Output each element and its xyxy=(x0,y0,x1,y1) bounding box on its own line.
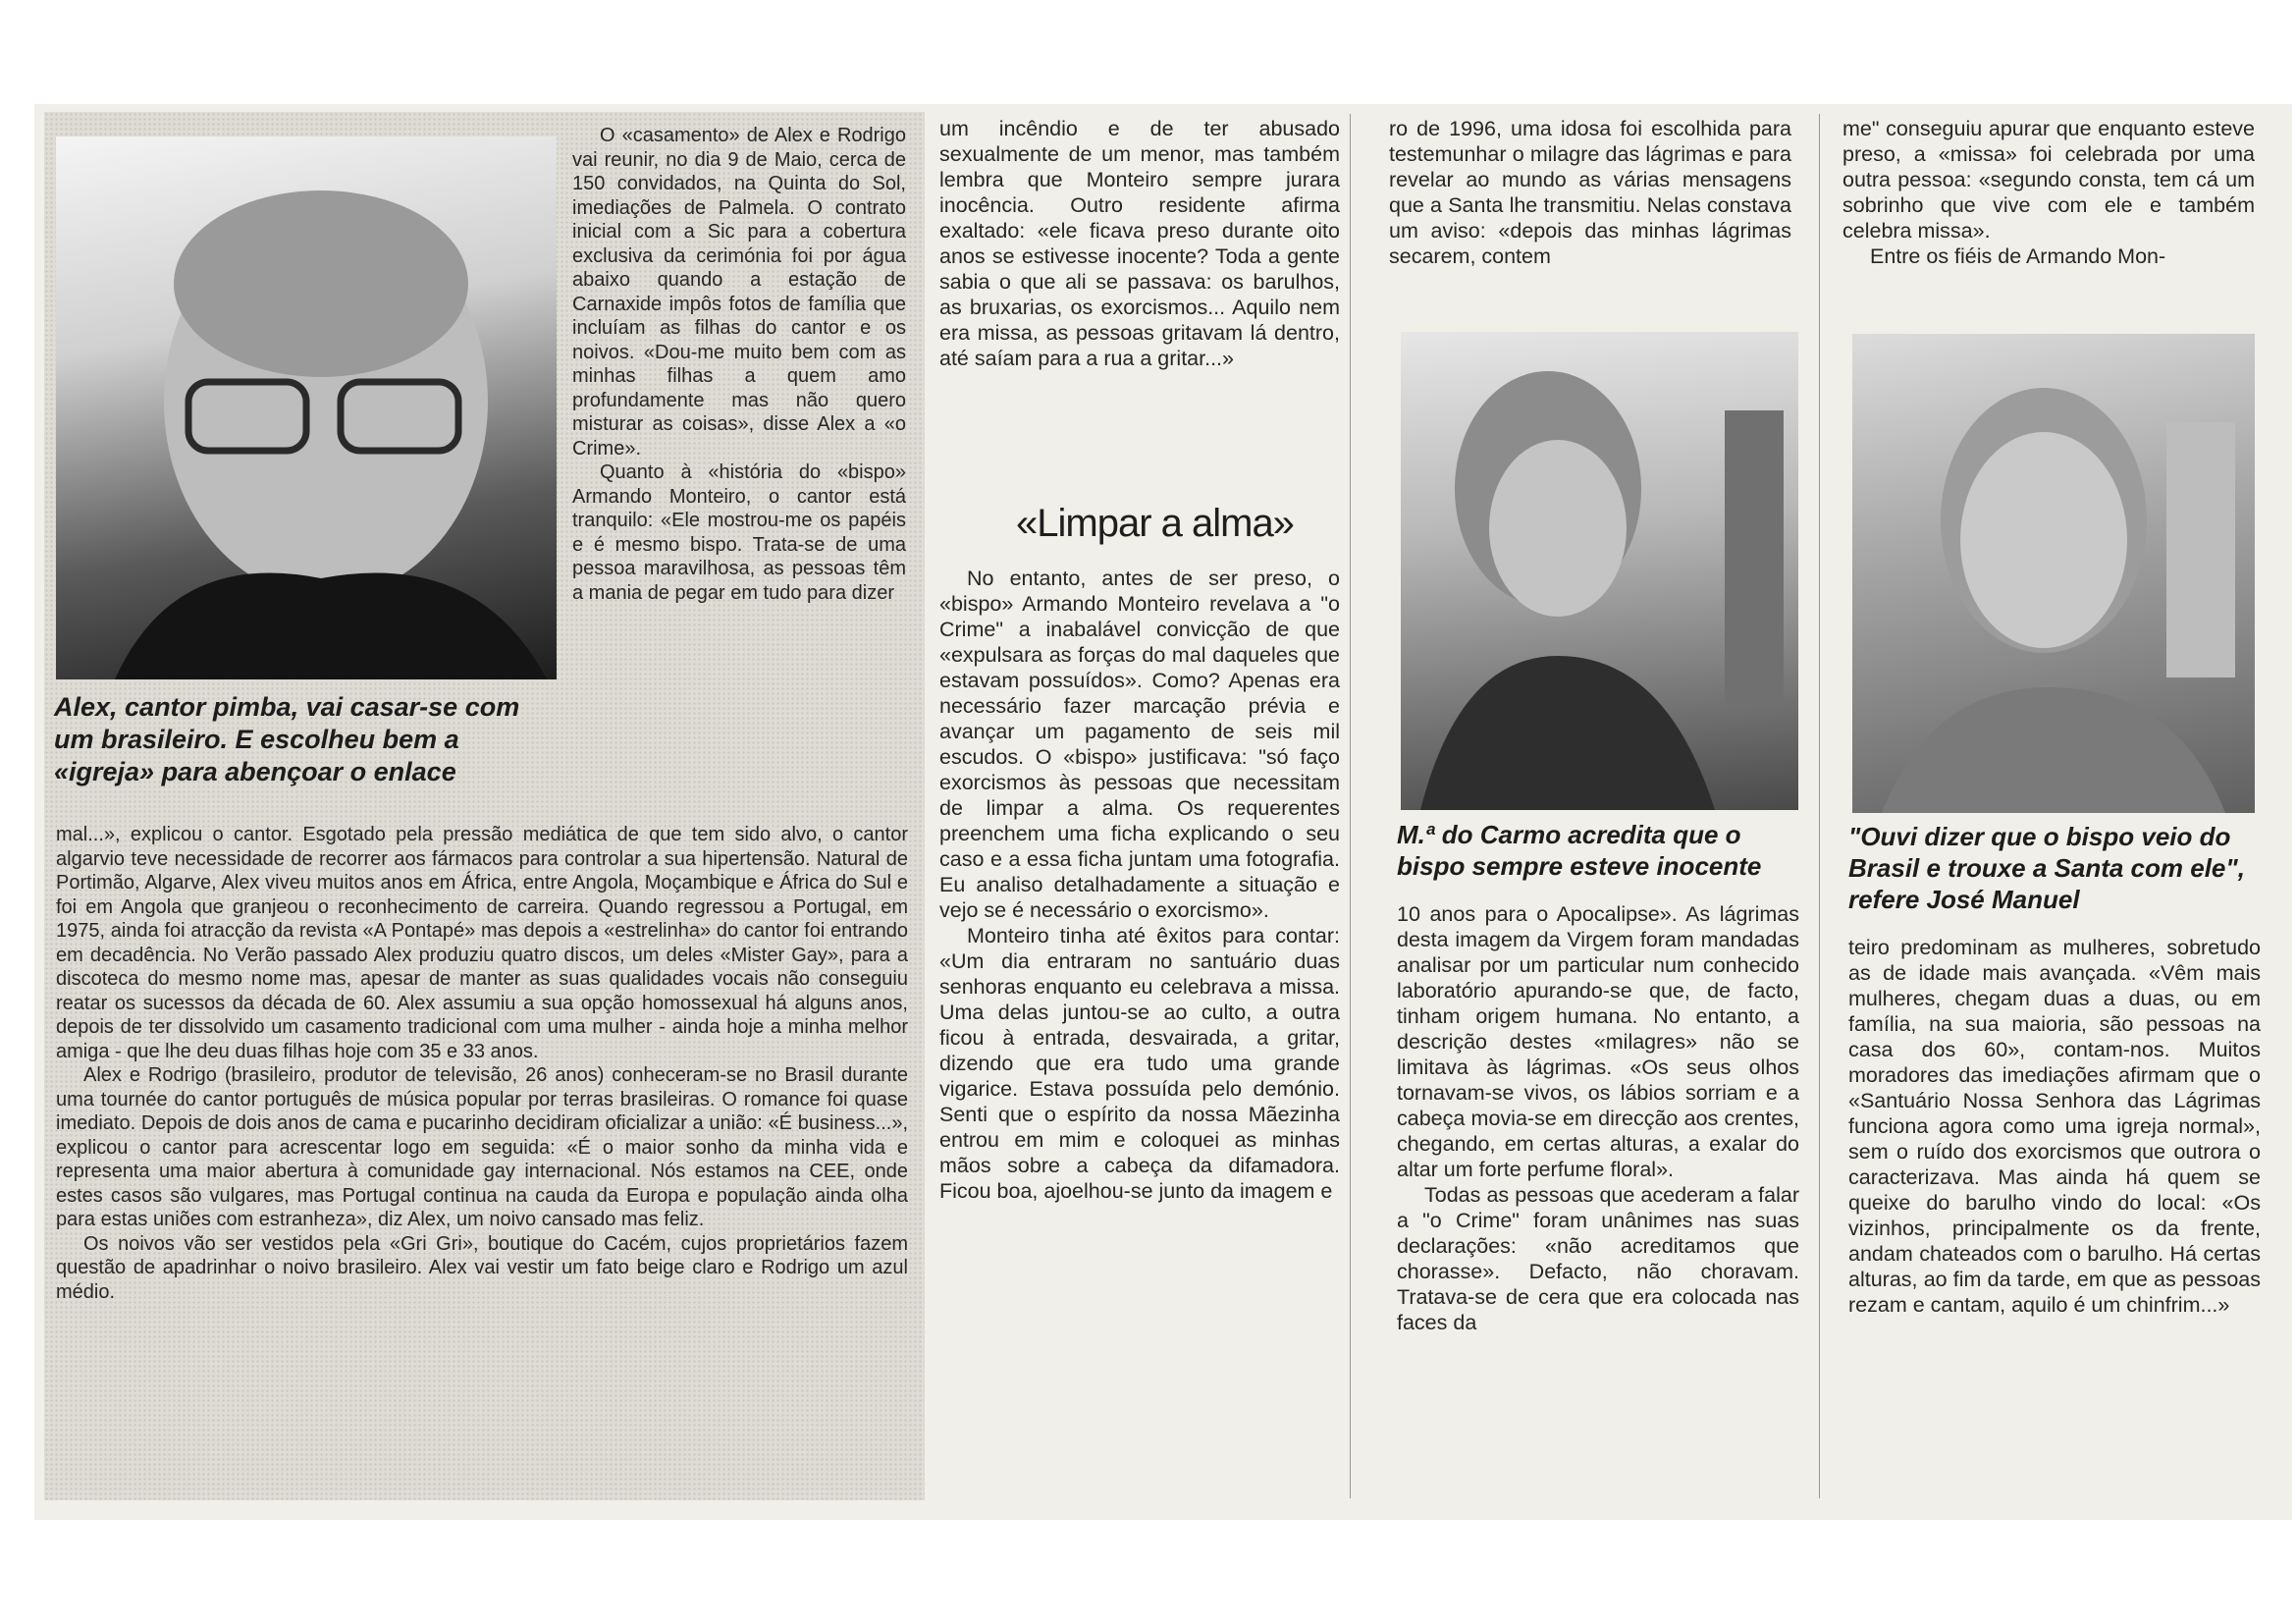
paragraph: me" conseguiu apurar que enquanto esteve preso, a «missa» foi celebrada por uma outra pessoa: «segundo consta, tem cá um sobrinho que vive com ele e também celebra missa». xyxy=(1842,117,2255,243)
jose-manuel-photo xyxy=(1852,334,2255,813)
alex-photo xyxy=(56,136,557,679)
section-headline: «Limpar a alma» xyxy=(1016,502,1294,545)
paragraph: 10 anos para o Apocalipse». As lágrimas desta imagem da Virgem foram mandadas analisar por um particular num conhecido laboratório apurando-se que, de facto, tinham origem humana. No entanto, a descrição destes «milagres» não se limitava às lágrimas. «Os seus olhos tornavam-se vivos, os lábios sorriam e a cabeça movia-se em direcção aos crentes, chegando, em certas alturas, a exalar do altar um forte perfume floral». xyxy=(1397,902,1799,1181)
column-2-top xyxy=(939,116,1340,371)
newspaper-clipping xyxy=(34,104,2292,1520)
paragraph: Quanto à «história do «bispo» Armando Monteiro, o cantor está tranquilo: «Ele mostrou-me os papéis e é mesmo bispo. Trata-se de uma pessoa maravilhosa, as pessoas têm a mania de pegar em tudo para dizer xyxy=(572,461,906,604)
alex-article-body xyxy=(56,823,908,1304)
column-4-body xyxy=(1848,935,2261,1318)
paragraph: No entanto, antes de ser preso, o «bispo» Armando Monteiro revelava a "o Crime" a inabalável convicção de que «expulsara as forças do mal daqueles que estavam possuídos». Como? Apenas era necessário fazer marcação prévia e avançar um pagamento de seis mil escudos. O «bispo» justificava: "só faço exorcismos às pessoas que necessitam de limpar a alma. Os requerentes preenchem uma ficha explicando o seu caso e a essa ficha juntam uma fotografia. Eu analiso detalhadamente a situação e vejo se é necessário o exorcismo». xyxy=(939,567,1340,922)
maria-do-carmo-photo xyxy=(1401,332,1798,810)
alex-photo-caption: Alex, cantor pimba, vai casar-se com um brasileiro. E escolheu bem a «igreja» para abençoar o enlace xyxy=(54,692,520,786)
paragraph: Entre os fiéis de Armando Mon- xyxy=(1870,244,2166,268)
paragraph: Todas as pessoas que acederam a falar a "o Crime" foram unânimes nas suas declarações: «não acreditamos que chorasse». Defacto, não choravam. Tratava-se de cera que era colocada nas faces da xyxy=(1397,1183,1799,1334)
paragraph: O «casamento» de Alex e Rodrigo vai reunir, no dia 9 de Maio, cerca de 150 convidados, na Quinta do Sol, imediações de Palmela. O contrato inicial com a Sic para a cobertura exclusiva da cerimónia foi por água abaixo quando a estação de Carnaxide impôs fotos de família que incluíam as filhas do cantor e os noivos. «Dou-me muito bem com as minhas filhas a quem amo profundamente mas não quero misturar as coisas», disse Alex a «o Crime». xyxy=(572,125,906,460)
column-3-body xyxy=(1397,901,1799,1335)
column-2-body xyxy=(939,566,1340,1204)
alex-article-intro xyxy=(572,124,906,605)
column-divider xyxy=(1350,114,1351,1498)
paragraph: ro de 1996, uma idosa foi escolhida para testemunhar o milagre das lágrimas e para revelar ao mundo as várias mensagens que a Santa lhe transmitiu. Nelas constava um aviso: «depois das minhas lágrimas secarem, contem xyxy=(1389,117,1791,268)
paragraph: Alex e Rodrigo (brasileiro, produtor de televisão, 26 anos) conheceram-se no Brasil durante uma tournée do cantor português de música popular por terras brasileiras. O romance foi quase imediato. Depois de dois anos de cama e pucarinho decidiram oficializar a união: «É business...», explicou o cantor para acrescentar logo em seguida: «É o maior sonho da minha vida e representa uma maior abertura à comunidade gay internacional. Nós estamos na CEE, onde estes casos são vulgares, mas Portugal continua na cauda da Europa e população ainda olha para estas uniões com estranheza», diz Alex, um noivo cansado mas feliz. xyxy=(56,1064,908,1230)
paragraph: Monteiro tinha até êxitos para contar: «Um dia entraram no santuário duas senhoras enquanto eu celebrava a missa. Uma delas juntou-se ao culto, a outra ficou à entrada, desvairada, a gritar, dizendo que era tudo uma grande vigarice. Estava possuída pelo demónio. Senti que o espírito da nossa Mãezinha entrou em mim e coloquei as minhas mãos sobre a cabeça da difamadora. Ficou boa, ajoelhou-se junto da imagem e xyxy=(939,924,1340,1203)
paragraph: um incêndio e de ter abusado sexualmente de um menor, mas também lembra que Monteiro sempre jurara inocência. Outro residente afirma exaltado: «ele ficava preso durante oito anos se estivesse inocente? Toda a gente sabia o que ali se passava: os barulhos, as bruxarias, os exorcismos... Aquilo nem era missa, as pessoas gritavam lá dentro, até saíam para a rua a gritar...» xyxy=(939,117,1340,370)
column-3-top xyxy=(1389,116,1791,269)
maria-do-carmo-caption: M.ª do Carmo acredita que o bispo sempre esteve inocente xyxy=(1397,820,1762,881)
column-4-top xyxy=(1842,116,2255,269)
paragraph: mal...», explicou o cantor. Esgotado pela pressão mediática de que tem sido alvo, o cantor algarvio teve necessidade de recorrer aos fármacos para controlar a sua hipertensão. Natural de Portimão, Algarve, Alex viveu muitos anos em África, entre Angola, Moçambique e África do Sul e foi em Angola que granjeou o reconhecimento de carreira. Quando regressou a Portugal, em 1975, ainda foi atracção da revista «A Pontapé» mas depois a «estrelinha» do cantor foi entrando em decadência. No Verão passado Alex produziu quatro discos, um deles «Mister Gay», para a discoteca do mesmo nome mas, apesar de manter as suas qualidades vocais não conseguiu reatar os sucessos da década de 60. Alex assumiu a sua opção homossexual há alguns anos, depois de ter dissolvido um casamento tradicional com uma mulher - ainda hoje a minha melhor amiga - que lhe deu duas filhas hoje com 35 e 33 anos. xyxy=(56,824,908,1062)
column-divider xyxy=(1819,114,1820,1498)
jose-manuel-caption: "Ouvi dizer que o bispo veio do Brasil e trouxe a Santa com ele", refere José Manuel xyxy=(1848,822,2245,914)
paragraph: teiro predominam as mulheres, sobretudo as de idade mais avançada. «Vêm mais mulheres, chegam duas a duas, ou em família, na sua maioria, são pessoas na casa dos 60», contam-nos. Muitos moradores das imediações afirmam que o «Santuário Nossa Senhora das Lágrimas funciona agora como uma igreja normal», sem o ruído dos exorcismos que outrora o caracterizava. Mas ainda há quem se queixe do barulho vindo do local: «Os vizinhos, principalmente os da frente, andam chateados com o barulho. Há certas alturas, ao fim da tarde, em que as pessoas rezam e cantam, aquilo é um chinfrim...» xyxy=(1848,936,2261,1317)
alex-article-box xyxy=(44,112,925,1500)
paragraph: Os noivos vão ser vestidos pela «Gri Gri», boutique do Cacém, cujos proprietários fazem questão de apadrinhar o noivo brasileiro. Alex vai vestir um fato beige claro e Rodrigo um azul médio. xyxy=(56,1232,908,1303)
